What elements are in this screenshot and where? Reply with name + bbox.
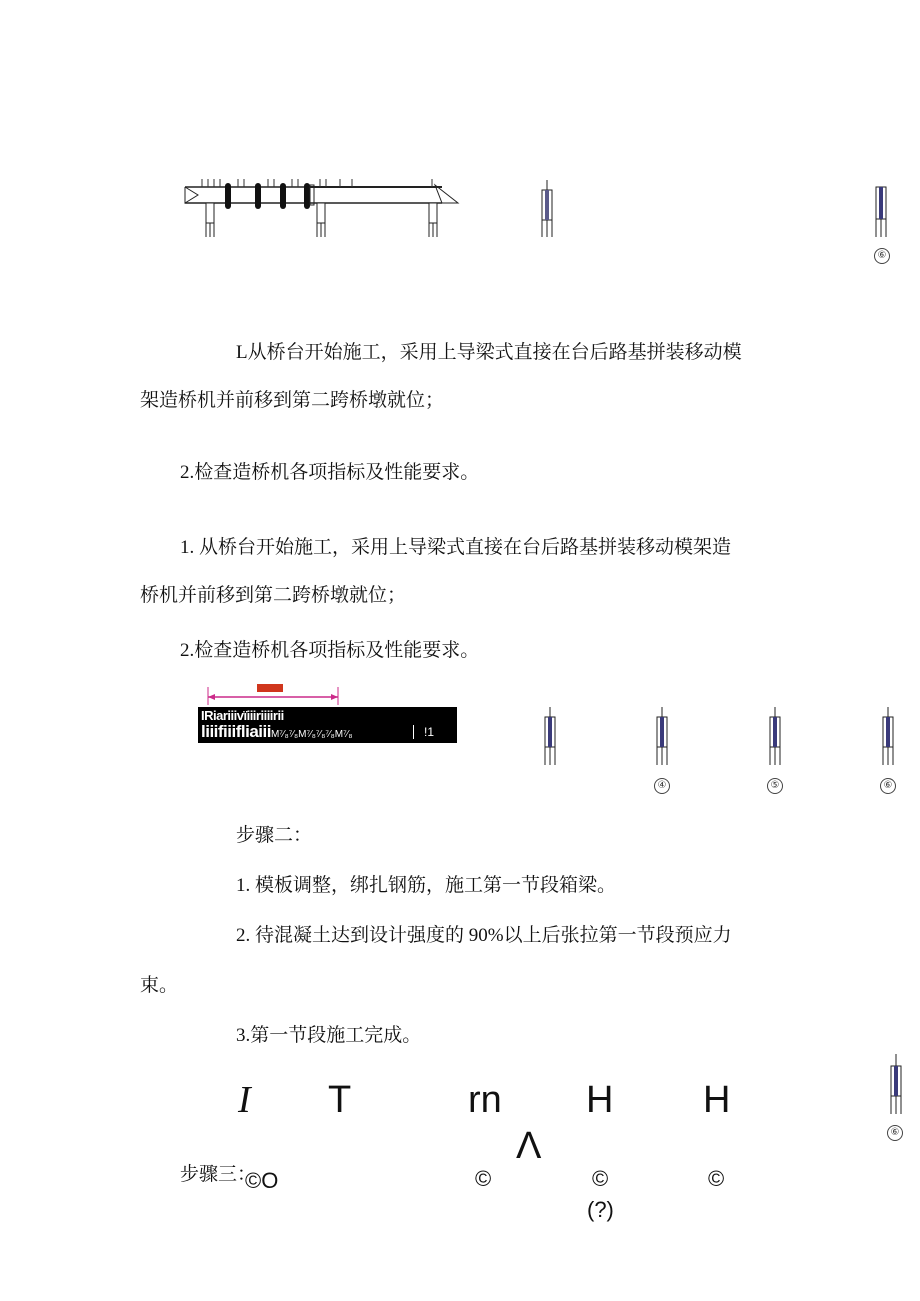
step1-item2: 2.检查造桥机各项指标及性能要求。	[180, 462, 480, 483]
ocr-glyph-I: I	[238, 1079, 251, 1121]
ocr-mark-3: ©	[592, 1166, 609, 1191]
step1-repeat-item1-line2: 桥机并前移到第二跨桥墩就位；	[140, 585, 407, 606]
ocr-glyph-rn: rn	[468, 1079, 502, 1121]
ocr-question: (?)	[587, 1197, 614, 1222]
pier-label-6-fig1: ⑥	[874, 248, 890, 264]
box-divider	[413, 725, 414, 739]
box-line-2-small: M⁷⁄₈⁷⁄₈M⁷⁄₈⁷⁄₈⁷⁄₈M⁷⁄₈	[270, 729, 353, 740]
box-line-1: IRiariiivïiiiriiiirii	[201, 708, 284, 723]
ocr-mark-4: ©	[708, 1166, 725, 1191]
ocr-black-box	[198, 707, 457, 743]
bridge-sketch-1	[180, 175, 900, 275]
step1-item1-line1: L从桥台开始施工，采用上导梁式直接在台后路基拼装移动模	[236, 342, 742, 363]
box-line-2-bold: liiifiiifliaiii	[201, 722, 271, 741]
dimension-arrow-svg	[205, 683, 345, 707]
step2-item2-line2: 束。	[140, 975, 179, 996]
ocr-mark-2: ©	[475, 1166, 492, 1191]
figure-1-bridge-diagram	[180, 175, 900, 275]
step2-item2-line1: 2. 待混凝土达到设计强度的 90%以上后张拉第一节段预应力	[236, 925, 732, 946]
step1-item1-line2: 架造桥机并前移到第二跨桥墩就位；	[140, 390, 445, 411]
step2-item1: 1. 模板调整，绑扎钢筋，施工第一节段箱梁。	[236, 875, 617, 896]
step1-repeat-item1-line1: 1. 从桥台开始施工，采用上导梁式直接在台后路基拼装移动模架造	[180, 537, 732, 558]
ocr-glyph-T: T	[328, 1079, 352, 1121]
pier-label-6-fig2: ⑥	[880, 778, 896, 794]
pier-svg-3	[884, 1052, 908, 1122]
step1-repeat-item2: 2.检查造桥机各项指标及性能要求。	[180, 640, 480, 661]
pier-label-4: ④	[654, 778, 670, 794]
step3-label: 步骤三：	[180, 1164, 257, 1185]
box-line-2	[201, 722, 353, 742]
box-line-2-tail: !1	[424, 725, 435, 739]
dimension-marker	[205, 683, 345, 707]
piers-svg-2	[540, 705, 910, 775]
ocr-glyph-lambda: Λ	[516, 1125, 542, 1167]
step2-item3: 3.第一节段施工完成。	[236, 1025, 422, 1046]
step2-title: 步骤二：	[236, 825, 313, 846]
ocr-mark-1: ©O	[245, 1168, 279, 1193]
pier-label-5: ⑤	[767, 778, 783, 794]
figure-2-piers	[540, 705, 910, 775]
ocr-glyph-H2: H	[703, 1079, 731, 1121]
ocr-glyph-H1: H	[586, 1079, 614, 1121]
pier-label-6-fig3: ⑥	[887, 1125, 903, 1141]
figure-3-pier	[884, 1052, 908, 1122]
